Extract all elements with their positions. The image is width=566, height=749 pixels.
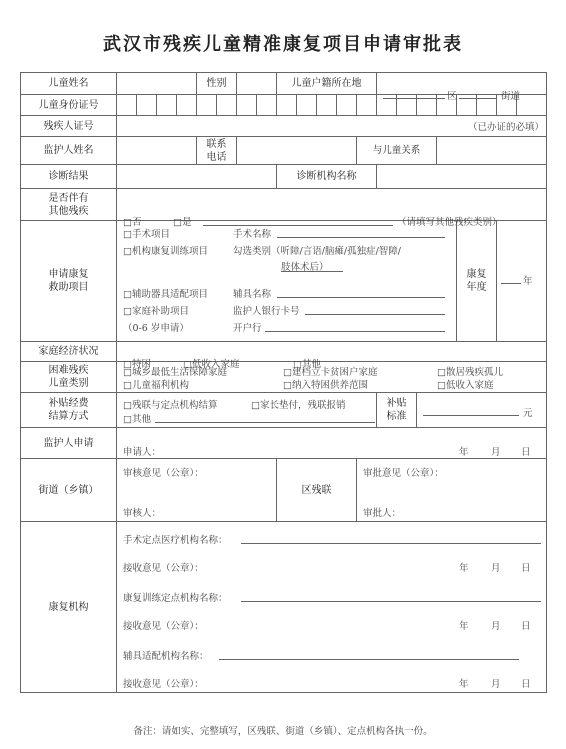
disability-cert-label: 残疾人证号	[21, 116, 117, 137]
disability-cert-hint: （已办证的必填）	[467, 122, 544, 133]
date-day: 日	[521, 563, 531, 574]
id-digit-cell[interactable]	[157, 95, 177, 116]
poor-low-income-checkbox[interactable]: □低收入家庭	[437, 380, 494, 391]
poor-orphan-checkbox[interactable]: □散居残疾孤儿	[437, 367, 503, 378]
age-hint: （0-6 岁申请）	[123, 323, 189, 334]
apply-items-field	[117, 221, 457, 342]
other-disability-field[interactable]	[117, 189, 547, 228]
econ-low-income-checkbox[interactable]: □低收入家庭	[183, 358, 240, 370]
street-suffix: 街道	[501, 90, 521, 102]
poor-special-support-checkbox[interactable]: □纳入特困供养范围	[283, 380, 368, 391]
date-month: 月	[491, 447, 501, 458]
phone-field[interactable]	[237, 137, 357, 165]
street-review-label: 街道（乡镇）	[21, 459, 117, 522]
rehab-year-field[interactable]	[497, 221, 547, 342]
child-name-label: 儿童姓名	[21, 73, 117, 95]
poor-registered-checkbox[interactable]: □建档立卡贫困户家庭	[283, 367, 378, 378]
training-org-label: 康复训练定点机构名称：	[123, 593, 228, 604]
rehab-org-label: 康复机构	[21, 522, 117, 693]
gender-field[interactable]	[237, 73, 277, 95]
footer-note: 备注：请如实、完整填写，区残联、街道（乡镇）、定点机构各执一份。	[133, 726, 433, 737]
subsidy-method-label: 补贴经费 结算方式	[21, 393, 117, 428]
subsidy-reimburse-checkbox[interactable]: □家长垫付，残联报销	[251, 400, 346, 411]
application-form	[20, 72, 547, 693]
diagnosis-label: 诊断结果	[21, 165, 117, 189]
district-suffix: 区	[447, 90, 457, 102]
yuan-suffix: 元	[523, 408, 533, 419]
poor-category-label: 困难残疾 儿童类别	[21, 362, 117, 393]
id-digit-cell[interactable]	[357, 95, 377, 116]
econ-other-checkbox[interactable]: □其他	[293, 358, 321, 370]
training-select: 勾选类别（听障/言语/脑瘫/孤独症/智障/	[233, 246, 402, 257]
id-digit-cell[interactable]	[177, 95, 197, 116]
bank-open-label: 开户行	[233, 323, 262, 334]
guardian-field[interactable]	[117, 137, 197, 165]
id-digit-cell[interactable]	[317, 95, 337, 116]
district-approval-field[interactable]	[357, 459, 547, 522]
assist-name-label: 辅具名称	[233, 289, 272, 300]
subsidy-direct-checkbox[interactable]: □残联与定点机构结算	[123, 400, 218, 411]
diag-org-field[interactable]	[377, 165, 547, 189]
surgery-org-label: 手术定点医疗机构名称：	[123, 535, 228, 546]
id-label: 儿童身份证号	[21, 95, 117, 116]
apply-items-label: 申请康复 救助项目	[21, 221, 117, 342]
other-no-checkbox[interactable]: □否	[123, 216, 142, 228]
economy-label: 家庭经济状况	[21, 342, 117, 362]
street-review-field[interactable]	[117, 459, 277, 522]
training-item-checkbox[interactable]: □机构康复训练项目	[123, 246, 208, 257]
disability-cert-field[interactable]	[117, 116, 547, 137]
assist-item-checkbox[interactable]: □辅助器具适配项目	[123, 289, 208, 300]
id-digit-cell[interactable]	[257, 95, 277, 116]
rehab-year-label: 康复 年度	[457, 221, 497, 342]
reviewer-label: 审核人：	[123, 508, 162, 519]
household-field[interactable]	[377, 73, 547, 102]
year-suffix: 年	[523, 276, 533, 287]
other-hint: （请填写其他残疾类别）	[397, 216, 502, 228]
training-receive-label: 接收意见（公章）：	[123, 621, 204, 632]
district-federation-label: 区残联	[277, 459, 357, 522]
poor-category-field	[117, 362, 547, 393]
date-day: 日	[521, 679, 531, 690]
child-name-field[interactable]	[117, 73, 197, 95]
date-year: 年	[459, 621, 469, 632]
form-title: 武汉市残疾儿童精准康复项目申请审批表	[103, 34, 463, 55]
diagnosis-field[interactable]	[117, 165, 277, 189]
poor-welfare-checkbox[interactable]: □儿童福利机构	[123, 380, 189, 391]
date-day: 日	[521, 621, 531, 632]
surgery-name-label: 手术名称	[233, 229, 272, 240]
training-select-2: 肢体术后）	[281, 262, 329, 273]
guardian-apply-field[interactable]	[117, 428, 547, 459]
id-digit-cell[interactable]	[297, 95, 317, 116]
subsidy-standard-label: 补贴 标准	[377, 393, 417, 428]
guardian-label: 监护人姓名	[21, 137, 117, 165]
id-digit-cell[interactable]	[217, 95, 237, 116]
surgery-item-checkbox[interactable]: □手术项目	[123, 229, 170, 240]
household-label: 儿童户籍所在地	[277, 73, 377, 95]
relation-label: 与儿童关系	[357, 137, 437, 165]
diag-org-label: 诊断机构名称	[277, 165, 377, 189]
date-year: 年	[459, 563, 469, 574]
date-day: 日	[521, 447, 531, 458]
econ-extreme-poor-checkbox[interactable]: □特困	[123, 358, 151, 370]
review-opinion-label: 审核意见（公章）：	[123, 468, 204, 479]
id-digit-cell[interactable]	[197, 95, 217, 116]
approver-label: 审批人：	[363, 508, 402, 519]
subsidy-method-field	[117, 393, 377, 428]
id-digit-cell[interactable]	[517, 95, 547, 116]
gender-label: 性别	[197, 73, 237, 95]
family-item-checkbox[interactable]: □家庭补助项目	[123, 306, 189, 317]
poor-minimum-living-checkbox[interactable]: □城乡最低生活保障家庭	[123, 367, 227, 378]
id-digit-cell[interactable]	[337, 95, 357, 116]
phone-label: 联系 电话	[197, 137, 237, 165]
subsidy-standard-field[interactable]	[417, 393, 547, 428]
surgery-receive-label: 接收意见（公章）：	[123, 563, 204, 574]
other-yes-checkbox[interactable]: □是	[173, 216, 192, 228]
date-month: 月	[491, 679, 501, 690]
other-disability-label: 是否伴有 其他残疾	[21, 189, 117, 221]
economy-field	[117, 342, 547, 370]
guardian-apply-label: 监护人申请	[21, 428, 117, 459]
date-month: 月	[491, 563, 501, 574]
rehab-org-field	[117, 522, 547, 693]
bank-label: 监护人银行卡号	[233, 306, 300, 317]
id-digit-cell[interactable]	[137, 95, 157, 116]
date-year: 年	[459, 447, 469, 458]
relation-field[interactable]	[437, 137, 547, 165]
date-month: 月	[491, 621, 501, 632]
assist-org-label: 辅具适配机构名称：	[123, 651, 209, 662]
date-year: 年	[459, 679, 469, 690]
approval-opinion-label: 审批意见（公章）：	[363, 468, 444, 479]
subsidy-other-checkbox[interactable]: □其他	[123, 414, 151, 425]
id-digit-cell[interactable]	[277, 95, 297, 116]
assist-receive-label: 接收意见（公章）：	[123, 679, 204, 690]
id-digit-cell[interactable]	[117, 95, 137, 116]
applicant-label: 申请人：	[123, 447, 162, 458]
id-digit-cell[interactable]	[237, 95, 257, 116]
